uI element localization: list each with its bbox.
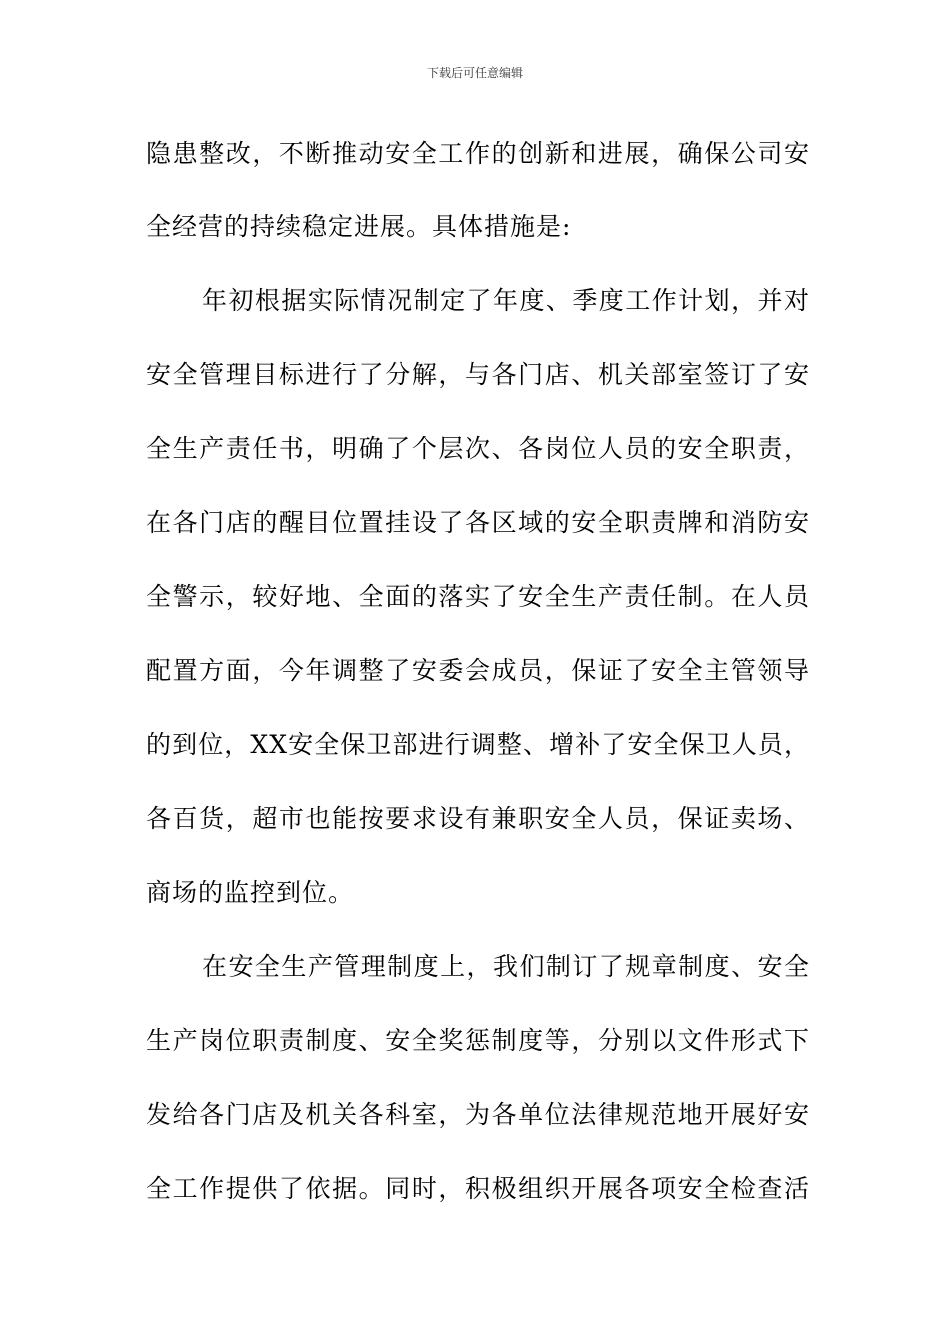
page-header-note: 下载后可任意编辑 [426, 66, 523, 80]
text-line: 配置方面，今年调整了安委会成员，保证了安全主管领导 [146, 656, 810, 685]
text-line: 在各门店的醒目位置挂设了各区域的安全职责牌和消防安 [146, 508, 810, 537]
text-line: 商场的监控到位。 [146, 878, 355, 907]
text-line: 全经营的持续稳定进展。具体措施是: [146, 212, 572, 241]
text-line: 在安全生产管理制度上，我们制订了规章制度、安全 [202, 952, 810, 981]
text-line: 全警示，较好地、全面的落实了安全生产责任制。在人员 [146, 582, 810, 611]
text-line: 隐患整改，不断推动安全工作的创新和进展，确保公司安 [146, 139, 810, 168]
text-line: 的到位，XX安全保卫部进行调整、增补了安全保卫人员， [146, 730, 810, 759]
text-line: 年初根据实际情况制定了年度、季度工作计划，并对 [202, 286, 810, 315]
text-line: 全工作提供了依据。同时，积极组织开展各项安全检查活 [146, 1174, 810, 1203]
text-line: 生产岗位职责制度、安全奖惩制度等，分别以文件形式下 [146, 1026, 810, 1055]
text-line: 全生产责任书，明确了个层次、各岗位人员的安全职责， [146, 434, 810, 463]
text-line: 发给各门店及机关各科室，为各单位法律规范地开展好安 [146, 1100, 810, 1129]
text-line: 各百货，超市也能按要求设有兼职安全人员，保证卖场、 [146, 804, 810, 833]
text-line: 安全管理目标进行了分解，与各门店、机关部室签订了安 [146, 360, 810, 389]
